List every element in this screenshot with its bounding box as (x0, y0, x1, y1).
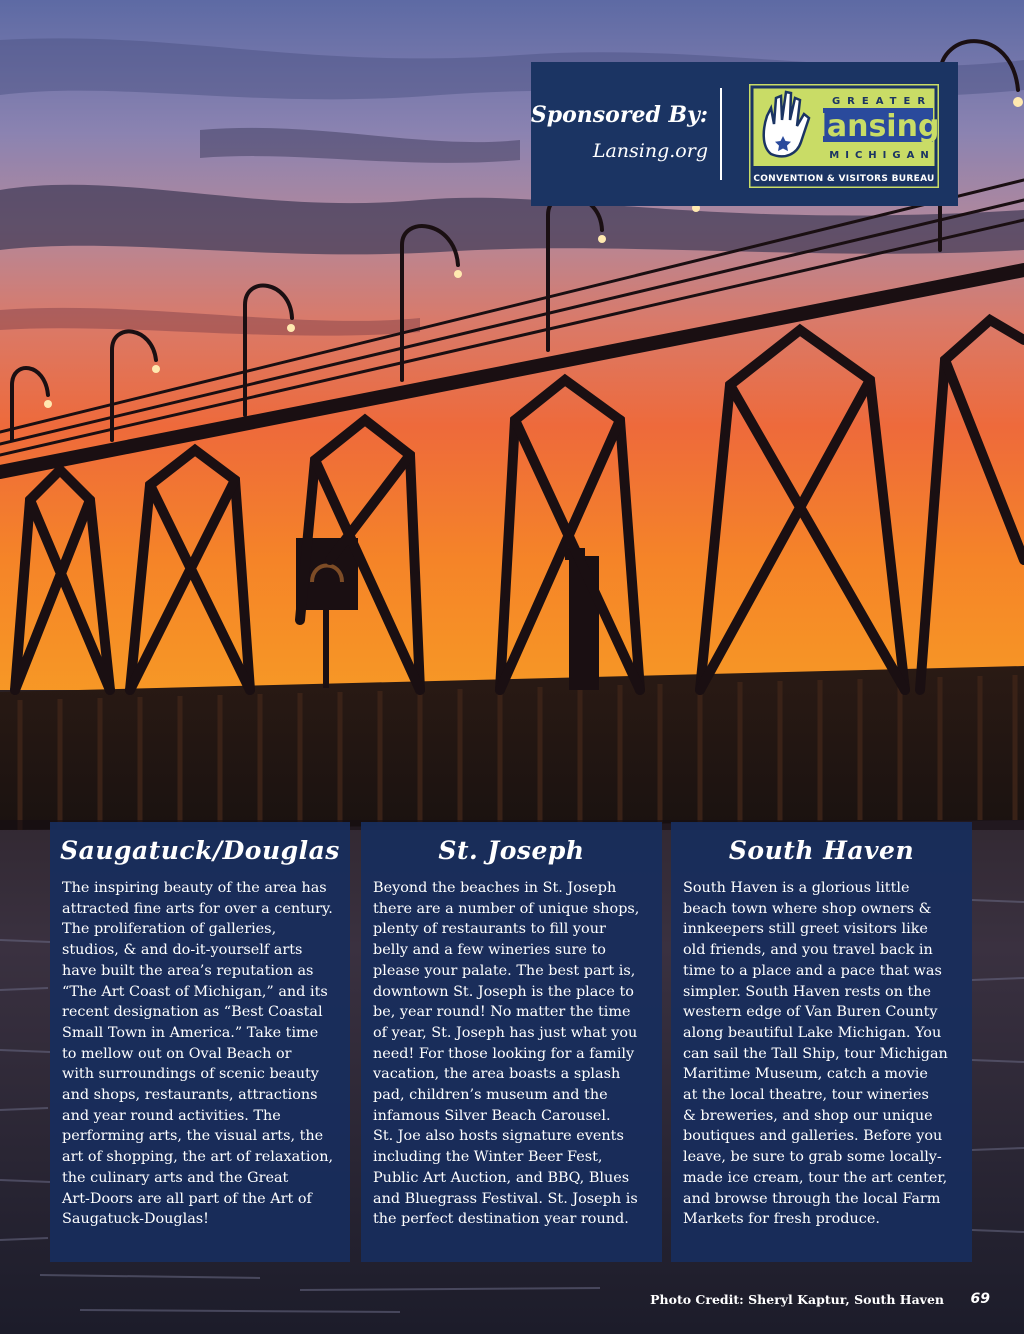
section-card-saugatuck (50, 822, 350, 1262)
page-number: 69 (970, 1291, 990, 1307)
sponsor-url[interactable]: Lansing.org (592, 140, 708, 162)
sponsor-box (531, 62, 958, 206)
logo-bureau-text: CONVENTION & VISITORS BUREAU (753, 174, 935, 184)
logo-main-text: lansing (816, 109, 939, 144)
sponsor-divider (720, 88, 722, 180)
section-title-st-joseph: St. Joseph (438, 836, 585, 865)
section-card-st-joseph (361, 822, 662, 1262)
sponsored-by-label: Sponsored By: (530, 102, 708, 128)
section-body-st-joseph: Beyond the beaches in St. Joseph there are a number of unique shops, plenty of restaurants to fill your belly and a few wineries sure to please your palate. The best part is, downtown St. Joseph is the place to be, year round! No matter the time of year, St. Joseph has just what you need! For those looking for a family vacation, the area boasts a splash pad, children’s museum and the infamous Silver Beach Carousel. St. Joe also hosts signature events including the Winter Beer Fest, Public Art Auction, and BBQ, Blues and Bluegrass Festival. St. Joseph is the perfect destination year round. (373, 880, 640, 1228)
section-body-south-haven: South Haven is a glorious little beach town where shop owners & innkeepers still greet visitors like old friends, and you travel back in time to a place and a pace that was simpler. South Haven rests on the western edge of Van Buren County along beautiful Lake Michigan. You can sail the Tall Ship, tour Michigan Maritime Museum, catch a movie at the local theatre, tour wineries & breweries, and shop our unique boutiques and galleries. Before you leave, be sure to grab some locally- made ice cream, tour the art center, and browse through the local Farm Markets for fresh produce. (683, 880, 948, 1228)
section-title-south-haven: South Haven (728, 836, 915, 865)
section-card-south-haven (671, 822, 972, 1262)
photo-credit: Photo Credit: Sheryl Kaptur, South Haven (650, 1292, 944, 1307)
greater-lansing-logo[interactable] (749, 84, 939, 188)
lansing-logo-graphic (749, 84, 939, 188)
logo-region-text: MICHIGAN (829, 150, 935, 161)
section-title-saugatuck: Saugatuck/Douglas (60, 836, 340, 865)
logo-top-text: GREATER (831, 96, 933, 107)
section-body-saugatuck: The inspiring beauty of the area has attracted fine arts for over a century. The proliferation of galleries, studios, & and do-it-yourself arts have built the area’s reputation as “The Art Coast of Michigan,” and its recent designation as “Best Coastal Small Town in America.” Take time to mellow out on Oval Beach or with surroundings of scenic beauty and shops, restaurants, attractions and year round activities. The performing arts, the visual arts, the art of shopping, the art of relaxation, the culinary arts and the Great Art-Doors are all part of the Art of Saugatuck-Douglas! (62, 880, 334, 1228)
